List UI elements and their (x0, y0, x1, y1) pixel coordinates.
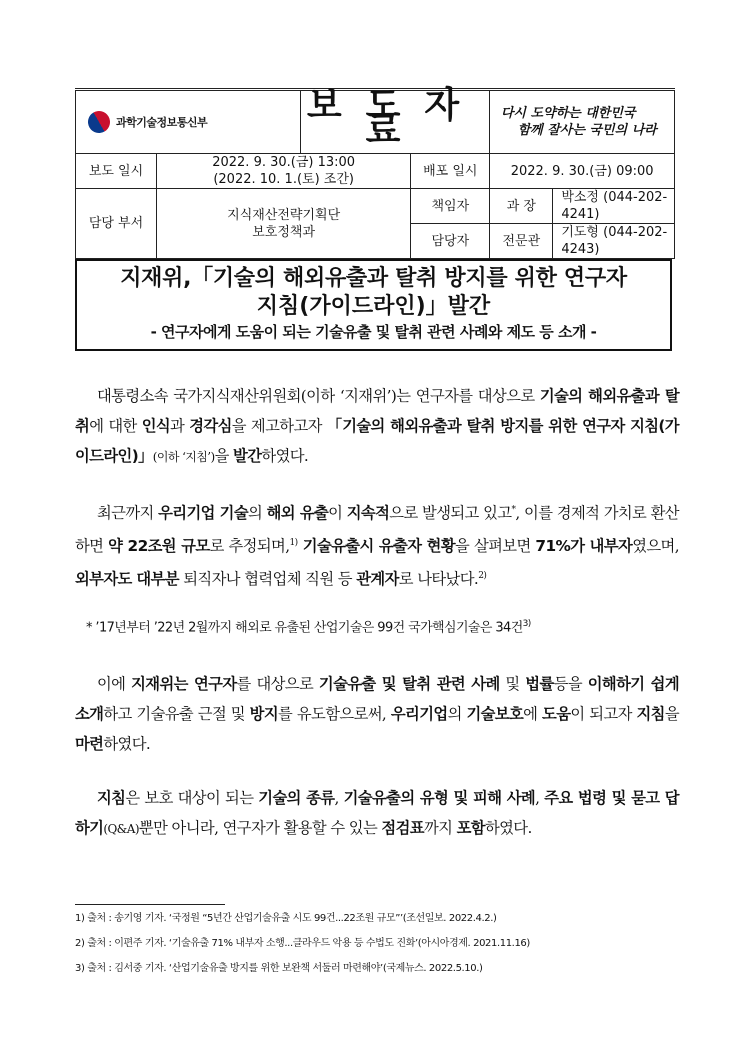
asterisk-note-text: * ’17년부터 ’22년 2월까지 해외로 유출된 산업기술은 99건 국가핵심기술은 34건 (86, 620, 523, 636)
p2-text-p: 였으며, (632, 537, 679, 556)
p4-text-f: , (535, 789, 545, 807)
p3-text-s: 을 (664, 705, 679, 723)
p3-text-e: 및 (499, 675, 526, 693)
p3-text-c: 를 대상으로 (236, 675, 319, 693)
p4-text-i: 뿐만 아니라, 연구자가 활용할 수 있는 (138, 819, 382, 837)
distribution-date-label: 배포 일시 (411, 154, 490, 189)
p4-bold-a: 지침 (97, 789, 126, 807)
headline-subtitle: - 연구자에게 도움이 되는 기술유출 및 탈취 관련 사례와 제도 등 소개 - (150, 323, 597, 341)
footnote-ref-3: 3) (522, 619, 531, 629)
p3-bold-d: 기술유출 및 탈취 관련 사례 (318, 675, 500, 693)
p2-text-k: 로 추정되며, (209, 537, 290, 556)
p3-text-g: 등을 (553, 675, 588, 693)
headline-box (75, 259, 672, 351)
report-date-label: 보도 일시 (76, 154, 157, 189)
taegeuk-emblem-icon (84, 107, 114, 137)
contact-name: 기도형 (044-202-4243) (553, 224, 675, 259)
p4-text-h: (Q&A) (103, 822, 139, 836)
distribution-date-value: 2022. 9. 30.(금) 09:00 (490, 154, 675, 189)
contact-title: 전문관 (490, 224, 553, 259)
slogan-line-2: 함께 잘사는 국민의 나라 (517, 123, 657, 138)
p1-bold-d: 인식 (141, 417, 171, 435)
dept-1: 지식재산전략기획단 (227, 207, 341, 223)
p2-bold-o: 71%가 내부자 (535, 537, 633, 556)
p1-bold-k: 발간 (233, 447, 262, 465)
p3-bold-b: 지재위는 연구자 (131, 675, 237, 693)
doc-type-cell (300, 84, 490, 154)
headline-line-1: 지재위,「기술의 해외유출과 탈취 방지를 위한 연구자 (120, 266, 627, 291)
p2-bold-m: 기술유출시 유출자 현황 (297, 537, 455, 556)
p3-text-a: 이에 (97, 675, 132, 693)
responsible-label: 책임자 (411, 189, 490, 224)
p2-text-r: 퇴직자나 협력업체 직원 등 (178, 570, 357, 589)
p1-bold-f: 경각심 (189, 417, 232, 435)
p2-bold-f: 지속적 (346, 504, 390, 523)
asterisk-note (86, 615, 682, 637)
headline-line-2: 지침(가이드라인)」발간 (256, 294, 491, 319)
ministry-name: 과학기술정보통신부 (116, 115, 208, 129)
p3-bold-f: 법률 (525, 675, 554, 693)
p4-bold-c: 기술의 종류 (258, 789, 335, 807)
p3-bold-j: 방지 (249, 705, 279, 723)
p4-bold-e: 기술유출의 유형 및 피해 사례 (343, 789, 536, 807)
p4-text-b: 은 보호 대상이 되는 (125, 789, 259, 807)
paragraph-3 (75, 669, 679, 759)
p4-bold-l: 포함 (456, 819, 485, 837)
p4-text-d: , (334, 789, 344, 807)
footnote-2: 2) 출처 : 이편주 기자. ‘기술유출 71% 내부자 소행...클라우드 악용 등 수법도 진화’(아시아경제. 2021.11.16) (75, 938, 530, 949)
p3-bold-h: 이해하기 쉽게 소개 (75, 675, 679, 723)
p3-bold-r: 지침 (636, 705, 665, 723)
contact-label: 담당자 (411, 224, 490, 259)
p2-text-e: 이 (328, 504, 347, 523)
p1-text-i: (이하 ‘지침’) (152, 450, 215, 464)
dept-2: 보호정책과 (252, 224, 316, 240)
p3-bold-p: 도움 (542, 705, 571, 723)
p4-text-k: 까지 (423, 819, 457, 837)
p2-asterisk: * (511, 505, 516, 515)
report-date-1: 2022. 9. 30.(금) 13:00 (212, 155, 356, 170)
p2-bold-b: 우리기업 기술 (158, 504, 249, 523)
p1-text-g: 을 제고하고자 (231, 417, 327, 435)
p3-bold-t: 마련 (75, 735, 104, 753)
p4-bold-g: 주요 법령 및 묻고 답하기 (75, 789, 679, 837)
p2-text-t: 로 나타났다. (398, 570, 479, 589)
report-date-value (157, 154, 411, 189)
p3-text-m: 의 (447, 705, 467, 723)
p1-text-a: 대통령소속 국가지식재산위원회(이하 ‘지재위’)는 연구자를 대상으로 (97, 387, 540, 405)
paragraph-2 (75, 495, 679, 594)
p3-text-u: 하였다. (103, 735, 151, 753)
p4-text-m: 하였다. (484, 819, 532, 837)
p2-bold-q: 외부자도 대부분 (75, 570, 179, 589)
paragraph-1 (75, 381, 679, 472)
p1-text-j: 을 (214, 447, 234, 465)
p2-text-n: 을 살펴보면 (455, 537, 536, 556)
footnote-divider (75, 904, 225, 905)
responsible-name: 박소정 (044-202-4241) (553, 189, 675, 224)
p2-text-c: 의 (248, 504, 267, 523)
footnote-ref-1: 1) (289, 538, 298, 549)
report-date-2: (2022. 10. 1.(토) 조간) (213, 172, 354, 187)
p4-bold-j: 점검표 (381, 819, 424, 837)
p3-text-q: 이 되고자 (570, 705, 637, 723)
p1-bold-h: 「기술의 해외유출과 탈취 방지를 위한 연구자 지침(가이드라인)」 (75, 417, 679, 465)
dept-value (157, 189, 411, 259)
p1-text-l: 하였다. (261, 447, 309, 465)
p1-text-c: 에 대한 (89, 417, 142, 435)
p2-bold-j: 약 22조원 규모 (108, 537, 210, 556)
responsible-title: 과 장 (490, 189, 553, 224)
p3-bold-l: 우리기업 (390, 705, 448, 723)
dept-label: 담당 부서 (76, 189, 157, 259)
doc-type-title: 보도자료 (306, 84, 484, 151)
slogan-line-1: 다시 도약하는 대한민국 (500, 106, 636, 121)
p3-text-i: 하고 기술유출 근절 및 (103, 705, 250, 723)
p3-text-o: 에 (523, 705, 543, 723)
press-release-header (75, 84, 675, 259)
p1-text-e: 과 (170, 417, 190, 435)
p2-text-g: 으로 발생되고 있고 (389, 504, 512, 523)
p2-bold-d: 해외 유출 (266, 504, 329, 523)
footnote-3: 3) 출처 : 김서중 기자. ‘산업기술유출 방지를 위한 보완책 서둘러 마련해야’(국제뉴스. 2022.5.10.) (75, 963, 483, 974)
slogan-cell (490, 90, 675, 154)
footnote-1: 1) 출처 : 송기영 기자. ‘국정원 “5년간 산업기술유출 시도 99건...22조원 규모”’(조선일보. 2022.4.2.) (75, 913, 497, 924)
p2-text-i: , 이를 경제적 가치로 환산하면 (75, 504, 679, 556)
p1-bold-b: 기술의 해외유출과 탈취 (75, 387, 679, 435)
ministry-logo-cell (76, 90, 301, 154)
p3-text-k: 를 유도함으로써, (278, 705, 391, 723)
p2-bold-s: 관계자 (356, 570, 399, 589)
p3-bold-n: 기술보호 (466, 705, 524, 723)
p2-text-a: 최근까지 (97, 504, 159, 523)
paragraph-4 (75, 783, 679, 844)
footnote-ref-2: 2) (478, 571, 487, 582)
